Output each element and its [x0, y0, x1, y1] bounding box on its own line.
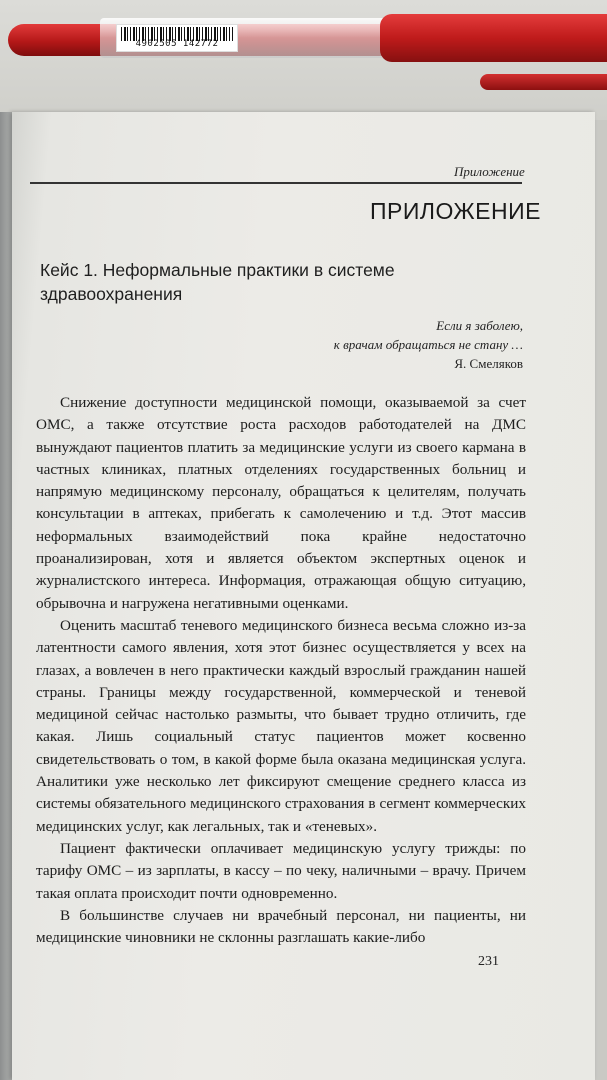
epigraph-author: Я. Смеляков	[454, 356, 523, 371]
header-rule	[30, 182, 522, 184]
paragraph: Пациент фактически оплачивает медицинскую услугу трижды: по тарифу ОМС – из зарплаты, в кассу – по чеку, наличными – врачу. Причем такая оплата происходит почти одновременно.	[36, 839, 526, 902]
barcode-label	[116, 24, 238, 52]
pen-clip	[480, 74, 607, 90]
paragraph: Снижение доступности медицинской помощи, оказываемой за счет ОМС, а также отсутствие роста расходов работодателей на ДМС вынуждают пациентов платить за медицинские услуги из своего кармана в частных клиниках, платных отделениях государственных больниц и напрямую медицинскому персоналу, обращаться к целителям, получать консультации в аптеках, прибегать к самолечению и т.д. Этот массив неформальных взаимодействий пока крайне недостаточно проанализирован, хотя и является объектом экспертных оценок и журналистского интереса. Информация, отражающая общую ситуацию, обрывочна и нагружена негативными оценками.	[36, 394, 526, 612]
epigraph	[334, 316, 523, 373]
running-head: Приложение	[454, 164, 525, 179]
page-title: ПРИЛОЖЕНИЕ	[370, 198, 541, 224]
page-number: 231	[478, 954, 499, 969]
pen-cap	[380, 14, 607, 62]
paragraph: В большинстве случаев ни врачебный персонал, ни пациенты, ни медицинские чиновники не склонны разглашать какие-либо	[36, 906, 526, 947]
barcode-number: 4902505 142772	[135, 39, 219, 49]
epigraph-line-2: к врачам обращаться не стану …	[333, 337, 523, 352]
paragraph: Оценить масштаб теневого медицинского бизнеса весьма сложно из-за латентности самого явления, хотя этот бизнес осуществляется у всех на глазах, а вовлечен в него практически каждый взрослый гражданин нашей страны. Границы между государственной, коммерческой и теневой медициной сейчас настолько размыты, что бывает трудно отличить, где какая. Лишь социальный статус пациентов может косвенно свидетельствовать о том, в какой форме была оказана медицинская услуга. Аналитики уже несколько лет фиксируют смещение среднего класса из системы обязательного медицинского страхования в сегмент коммерческих медицинских услуг, как легальных, так и «теневых».	[36, 616, 526, 835]
pen	[0, 14, 607, 64]
body-text	[36, 392, 526, 949]
case-heading: Кейс 1. Неформальные практики в системе здравоохранения	[40, 260, 395, 304]
epigraph-line-1: Если я заболею,	[436, 318, 523, 333]
